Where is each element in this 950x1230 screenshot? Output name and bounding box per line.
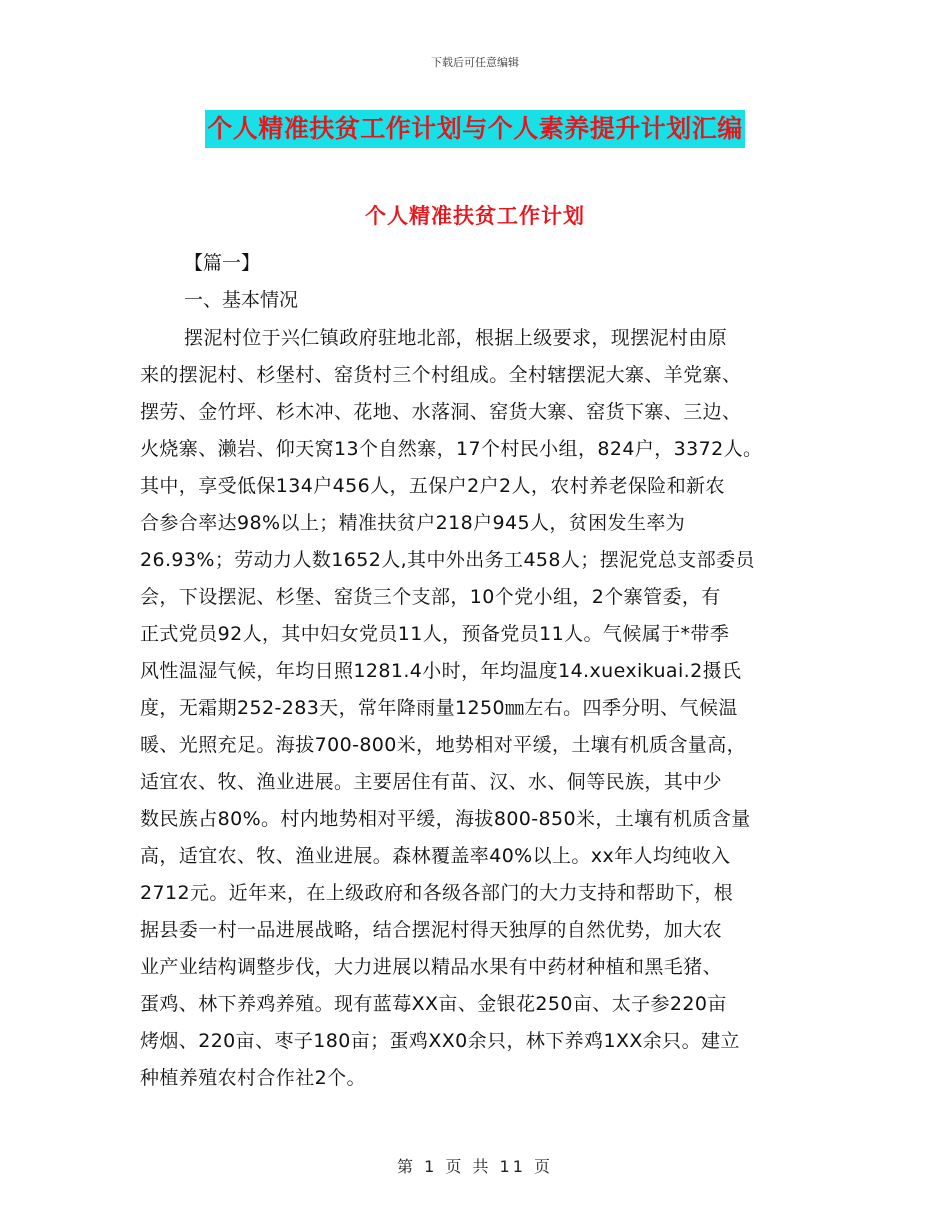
body-line: 烤烟、220亩、枣子180亩；蛋鸡XX0余只，林下养鸡1XX余只。建立	[140, 1030, 740, 1052]
body-line: 据县委一村一品进展战略，结合摆泥村得天独厚的自然优势，加大农	[140, 919, 723, 941]
body-line: 种植养殖农村合作社2个。	[140, 1067, 366, 1089]
part-label: 【篇一】	[184, 252, 261, 274]
body-line: 26.93%；劳动力人数1652人,其中外出务工458人；摆泥党总支部委员	[140, 549, 755, 571]
body-line: 度，无霜期252-283天，常年降雨量1250㎜左右。四季分明、气候温	[140, 697, 738, 719]
body-line: 正式党员92人，其中妇女党员11人，预备党员11人。气候属于*带季	[140, 623, 730, 645]
body-line: 数民族占80%。村内地势相对平缓，海拔800-850米，土壤有机质含量	[140, 808, 751, 830]
body-line: 适宜农、牧、渔业进展。主要居住有苗、汉、水、侗等民族，其中少	[140, 771, 723, 793]
section-title: 个人精准扶贫工作计划	[365, 204, 585, 228]
body-line: 摆泥村位于兴仁镇政府驻地北部，根据上级要求，现摆泥村由原	[184, 327, 728, 349]
body-line: 高，适宜农、牧、渔业进展。森林覆盖率40%以上。xx年人均纯收入	[140, 845, 731, 867]
body-line: 蛋鸡、林下养鸡养殖。现有蓝莓XX亩、金银花250亩、太子参220亩	[140, 993, 727, 1015]
body-line: 火烧寨、濑岩、仰天窝13个自然寨，17个村民小组，824户，3372人。	[140, 438, 763, 460]
document-title: 个人精准扶贫工作计划与个人素养提升计划汇编	[205, 110, 745, 148]
body-line: 业产业结构调整步伐，大力进展以精品水果有中药材种植和黑毛猪、	[140, 956, 723, 978]
body-line: 摆劳、金竹坪、杉木冲、花地、水落洞、窑货大寨、窑货下寨、三边、	[140, 401, 742, 423]
body-line: 其中，享受低保134户456人，五保户2户2人，农村养老保险和新农	[140, 475, 725, 497]
header-note: 下载后可任意编辑	[431, 56, 519, 69]
body-line: 会，下设摆泥、杉堡、窑货三个支部，10个党小组，2个寨管委，有	[140, 586, 721, 608]
body-line: 风性温湿气候，年均日照1281.4小时，年均温度14.xuexikuai.2摄氏	[140, 660, 742, 682]
body-paragraph	[140, 320, 820, 1097]
section-heading: 一、基本情况	[184, 289, 299, 311]
body-line: 2712元。近年来，在上级政府和各级各部门的大力支持和帮助下，根	[140, 882, 734, 904]
body-line: 合参合率达98%以上；精准扶贫户218户945人，贫困发生率为	[140, 512, 686, 534]
body-line: 暖、光照充足。海拔700-800米，地势相对平缓，土壤有机质含量高，	[140, 734, 746, 756]
page-number-footer: 第 1 页 共 11 页	[397, 1157, 553, 1176]
document-title-wrapper	[0, 110, 950, 148]
body-line: 来的摆泥村、杉堡村、窑货村三个村组成。全村辖摆泥大寨、羊党寨、	[140, 364, 742, 386]
